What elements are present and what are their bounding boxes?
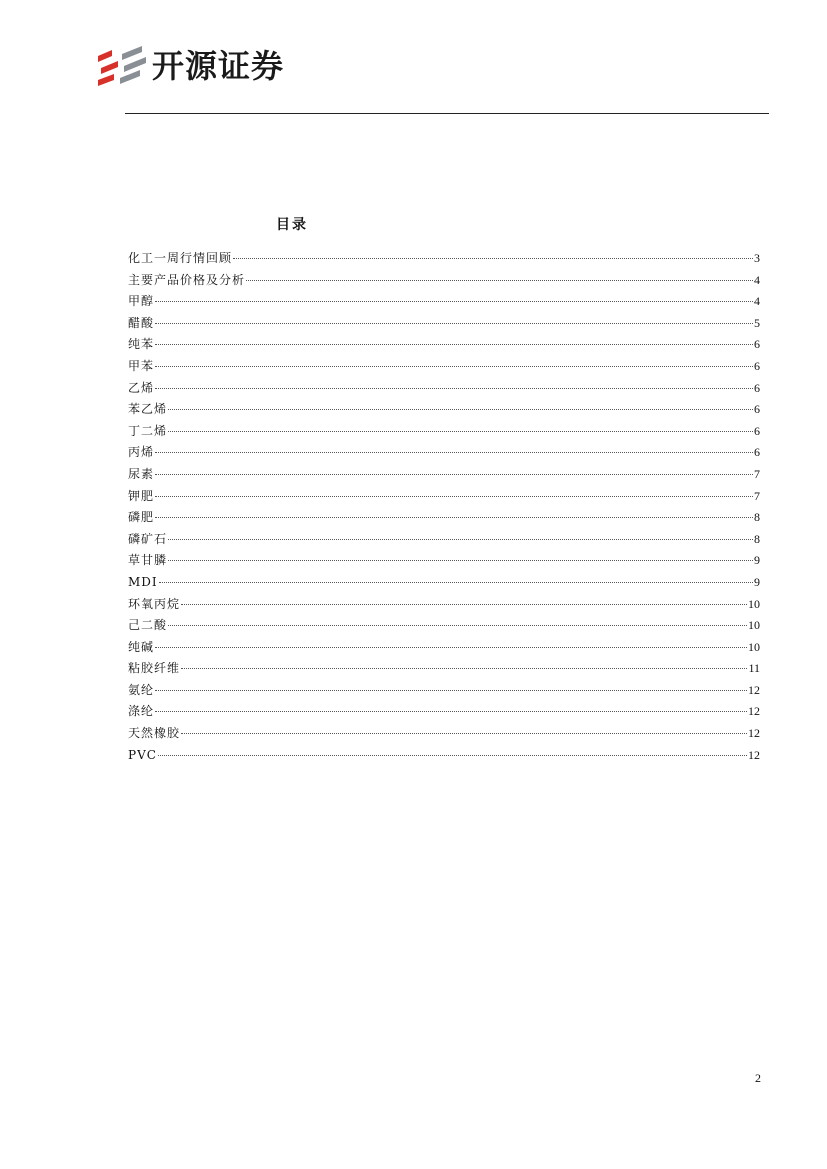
toc-entry-page: 3: [754, 251, 760, 265]
toc-entry[interactable]: [128, 745, 760, 767]
toc-entry[interactable]: [128, 572, 760, 594]
toc-entry[interactable]: [128, 356, 760, 378]
toc-entry[interactable]: [128, 507, 760, 529]
toc-entry-title: 化工一周行情回顾: [128, 251, 233, 265]
toc-leader-dots: [158, 755, 747, 756]
toc-entry-page: 7: [754, 488, 760, 503]
toc-title: 目录: [276, 217, 308, 233]
toc-entry-title: 甲苯: [128, 358, 155, 373]
toc-entry-title: 醋酸: [128, 315, 155, 330]
toc-entry-page: 6: [754, 402, 760, 417]
toc-leader-dots: [168, 625, 747, 626]
toc-entry-page: 12: [748, 726, 760, 741]
toc-entry-page: 8: [754, 510, 760, 525]
toc-leader-dots: [181, 733, 747, 734]
toc-entry[interactable]: [128, 615, 760, 637]
toc-entry-title: 苯乙烯: [128, 402, 168, 417]
toc-leader-dots: [246, 280, 753, 281]
toc-entry-title: 天然橡胶: [128, 726, 181, 741]
toc-entry-page: 9: [754, 574, 760, 589]
toc-entry[interactable]: [128, 701, 760, 723]
toc-leader-dots: [168, 539, 753, 540]
toc-entry-title: 环氧丙烷: [128, 596, 181, 611]
toc-entry[interactable]: [128, 637, 760, 659]
kaiyuan-securities-logo-icon: [98, 44, 150, 88]
toc-entry-page: 6: [754, 358, 760, 373]
page-header: [98, 44, 284, 88]
toc-entry-title: 粘胶纤维: [128, 661, 181, 676]
toc-entry-page: 5: [754, 315, 760, 330]
toc-entry-page: 8: [754, 531, 760, 546]
toc-leader-dots: [155, 690, 747, 691]
toc-entry-page: 6: [754, 380, 760, 395]
toc-entry[interactable]: [128, 291, 760, 313]
toc-entry-page: 10: [748, 596, 760, 611]
toc-entry[interactable]: [128, 680, 760, 702]
toc-leader-dots: [155, 388, 753, 389]
toc-entry-title: 己二酸: [128, 618, 168, 633]
toc-leader-dots: [155, 647, 747, 648]
toc-leader-dots: [181, 668, 747, 669]
toc-leader-dots: [168, 409, 753, 410]
toc-entry-title: 乙烯: [128, 380, 155, 395]
toc-entry[interactable]: [128, 550, 760, 572]
toc-entry-title: 草甘膦: [128, 553, 168, 568]
toc-entry-title: 主要产品价格及分析: [128, 272, 246, 287]
toc-entry-title: 尿素: [128, 466, 155, 481]
toc-leader-dots: [155, 517, 753, 518]
toc-leader-dots: [155, 452, 753, 453]
toc-entry[interactable]: [128, 399, 760, 421]
toc-entry[interactable]: [128, 248, 760, 270]
toc-entry-title: 涤纶: [128, 704, 155, 719]
toc-entry-title: 丁二烯: [128, 423, 168, 438]
toc-entry-page: 7: [754, 466, 760, 481]
toc-entry-title: 氨纶: [128, 682, 155, 697]
toc-entry-page: 12: [748, 747, 760, 762]
toc-entry-title: 磷矿石: [128, 531, 168, 546]
toc-leader-dots: [155, 323, 753, 324]
toc-entry[interactable]: [128, 723, 760, 745]
toc-leader-dots: [181, 604, 747, 605]
toc-leader-dots: [168, 560, 753, 561]
toc-entry[interactable]: [128, 270, 760, 292]
toc-entry[interactable]: [128, 334, 760, 356]
toc-leader-dots: [233, 258, 753, 259]
toc-entry-page: 6: [754, 423, 760, 438]
toc-entry[interactable]: [128, 378, 760, 400]
toc-leader-dots: [155, 366, 753, 367]
toc-entry-page: 11: [748, 661, 760, 676]
toc-entry-page: 6: [754, 445, 760, 460]
toc-entry-title: 纯苯: [128, 337, 155, 352]
toc-entry[interactable]: [128, 442, 760, 464]
toc-entry[interactable]: [128, 658, 760, 680]
toc-leader-dots: [155, 474, 753, 475]
toc-leader-dots: [155, 344, 753, 345]
toc-entry-page: 4: [754, 272, 760, 287]
header-divider: [125, 113, 769, 114]
toc-entry[interactable]: [128, 594, 760, 616]
toc-entry-title: PVC: [128, 747, 157, 762]
toc-entry-title: 丙烯: [128, 445, 155, 460]
toc-entry-page: 6: [754, 337, 760, 352]
toc-leader-dots: [168, 431, 753, 432]
toc-entry[interactable]: [128, 313, 760, 335]
toc-entry-title: 纯碱: [128, 639, 155, 654]
toc-entry-title: 甲醇: [128, 294, 155, 309]
toc-entry-page: 10: [748, 618, 760, 633]
toc-entry[interactable]: [128, 486, 760, 508]
toc-leader-dots: [155, 496, 753, 497]
toc-entry[interactable]: [128, 529, 760, 551]
toc-entry[interactable]: [128, 464, 760, 486]
toc-entry-page: 12: [748, 704, 760, 719]
toc-leader-dots: [159, 582, 753, 583]
brand-name: 开源证券: [152, 47, 285, 85]
toc-entry[interactable]: [128, 421, 760, 443]
toc-entry-title: MDI: [128, 574, 158, 589]
table-of-contents: [128, 248, 760, 766]
toc-entry-page: 9: [754, 553, 760, 568]
toc-entry-title: 磷肥: [128, 510, 155, 525]
toc-leader-dots: [155, 301, 753, 302]
toc-entry-page: 12: [748, 682, 760, 697]
toc-entry-page: 10: [748, 639, 760, 654]
toc-entry-page: 4: [754, 294, 760, 309]
toc-entry-title: 钾肥: [128, 488, 155, 503]
toc-leader-dots: [155, 711, 747, 712]
page-number: 2: [755, 1071, 761, 1085]
